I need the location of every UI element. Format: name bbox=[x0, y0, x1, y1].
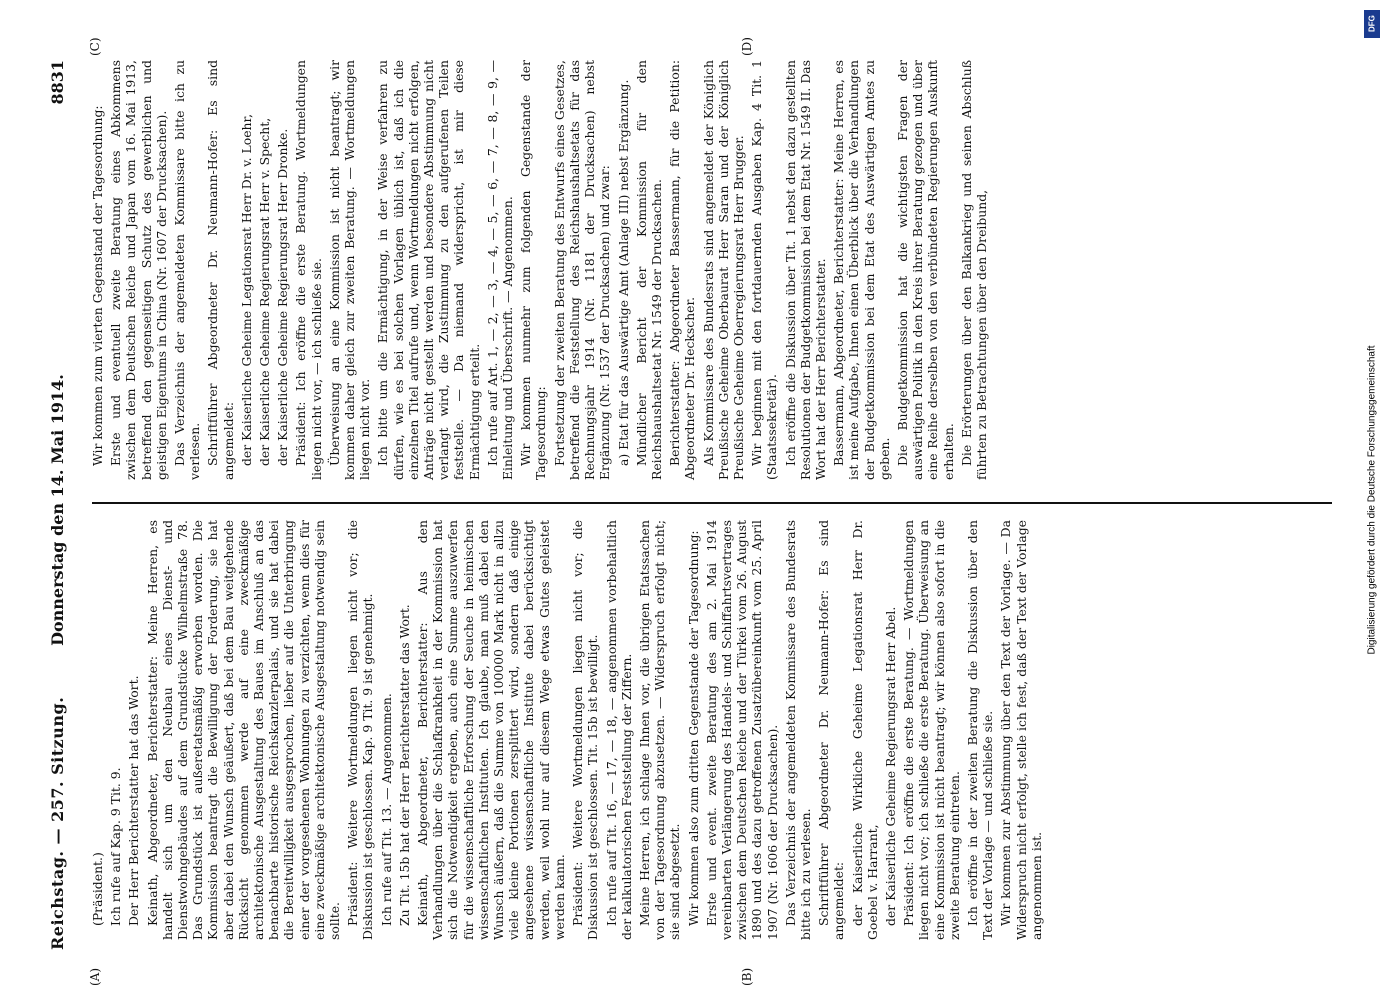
paragraph: Die Budgetkommission hat die wichtigsten Fragen der auswärtigen Politik in den Kreis ihrer Beratung gezogen und über eine Reihe derselben von den verbündeten Regierungen Auskunft erhalten. bbox=[894, 60, 956, 480]
column-divider bbox=[92, 502, 1332, 504]
paragraph: Das Verzeichnis der angemeldeten Kommissare des Bundesrats bitte ich zu verlesen. bbox=[782, 520, 813, 940]
left-column bbox=[90, 520, 1047, 940]
margin-marker-c: (C) bbox=[88, 37, 102, 56]
paragraph: Die Erörterungen über den Balkankrieg und seinen Abschluß führten zu Betrachtungen über den Dreibund, bbox=[958, 60, 989, 480]
paragraph: Meine Herren, ich schlage Ihnen vor, die übrigen Etatssachen von der Tagesordnung abzusetzen. — Widerspruch erfolgt nicht; sie sind abgesetzt. bbox=[636, 520, 683, 940]
paragraph: Wir kommen zum vierten Gegenstand der Tagesordnung: bbox=[90, 105, 105, 466]
paragraph: Keinath, Abgeordneter, Berichterstatter: Aus den Verhandlungen über die Schlafkrankheit in der Kommission hat sich die Notwendigkeit ergeben, auch eine Summe auszuwerfen für die wissenschaftliche Erforschung der Seuche in heimischen wissenschaftlichen Instituten. Ich glaube, man muß dabei den Wunsch äußern, daß die Summe von 100000 Mark nicht in allzu viele kleine Portionen zersplittert wird, sondern daß einige angesehene wissenschaftliche Institute dabei berücksichtigt werden, weil wohl nur auf diesem Wege etwas Gutes geleistet werden kann. bbox=[415, 520, 567, 940]
page-number: 8831 bbox=[48, 60, 67, 105]
right-column bbox=[90, 60, 992, 480]
paragraph: der Kaiserliche Geheime Regierungsrat Herr Abel. bbox=[882, 606, 898, 926]
paragraph: Präsident: Weitere Wortmeldungen liegen nicht vor; die Diskussion ist geschlossen. Tit. 15b ist bewilligt. bbox=[570, 520, 601, 940]
paragraph: Ich rufe auf Tit. 13. — Angenommen. bbox=[378, 693, 394, 926]
paragraph: Ich eröffne in der zweiten Beratung die Diskussion über den Text der Vorlage — und schließe sie. bbox=[964, 520, 996, 940]
paragraph: der Kaiserliche Geheime Legationsrat Herr Dr. v. Loehr, bbox=[238, 113, 254, 466]
margin-marker-b: (B) bbox=[740, 967, 754, 986]
paragraph: Wir kommen nunmehr zum folgenden Gegenstande der Tagesordnung: bbox=[518, 60, 549, 480]
paragraph: Ich rufe auf Art. 1, — 2, — 3, — 4, — 5, — 6, — 7, — 8, — 9, — Einleitung und Überschrift. — Angenommen. bbox=[484, 60, 516, 480]
page-header bbox=[44, 60, 84, 960]
paragraph: der Kaiserliche Geheime Regierungsrat Herr Dronke. bbox=[275, 128, 291, 466]
margin-marker-d: (D) bbox=[740, 37, 754, 56]
paragraph: Ich eröffne die Diskussion über Tit. 1 nebst den dazu gestellten Resolutionen der Budgetkommission bei dem Etat Nr. 1549 II. Das Wort hat der Herr Berichterstatter. bbox=[782, 60, 828, 480]
paragraph: Überweisung an eine Kommission ist nicht beantragt; wir kommen daher gleich zur zweiten Beratung. — Wortmeldungen liegen nicht vor. bbox=[326, 60, 373, 480]
paragraph: Ich rufe auf Kap. 9 Tit. 9. bbox=[108, 767, 124, 926]
paragraph: Als Kommissare des Bundesrats sind angemeldet der Königlich Preußische Geheime Oberbaurat Herr Saran und der Königlich Preußische Geheime Oberregierungsrat Herr Brugger. bbox=[700, 60, 746, 480]
paragraph: der Kaiserliche Geheime Regierungsrat Herr v. Specht, bbox=[257, 117, 273, 466]
digitization-credit: Digitalisierung gefördert durch die Deutsche Forschungsgemeinschaft bbox=[1366, 345, 1378, 655]
header-date: Donnerstag den 14. Mai 1914. bbox=[48, 374, 67, 646]
paragraph: der Kaiserliche Wirkliche Geheime Legationsrat Herr Dr. Goebel v. Harrant, bbox=[849, 520, 880, 940]
paragraph: Fortsetzung der zweiten Beratung des Entwurfs eines Gesetzes, betreffend die Feststellung des Reichshaushaltsetats für das Rechnungsjahr 1914 (Nr. 1181 der Drucksachen) nebst Ergänzung (Nr. 1537 der Drucksachen) und zwar: bbox=[551, 60, 613, 480]
paragraph: Zu Tit. 15b hat der Herr Berichterstatter das Wort. bbox=[396, 604, 412, 926]
paragraph: Wir beginnen mit den fortdauernden Ausgaben Kap. 4 Tit. 1 (Staatssekretär). bbox=[749, 60, 780, 480]
paragraph: Ich rufe auf Tit. 16, — 17, — 18, — angenommen vorbehaltlich der kalkulatorischen Feststellung der Ziffern. bbox=[603, 520, 634, 940]
paragraph: Bassermann, Abgeordneter, Berichterstatter: Meine Herren, es ist meine Aufgabe, Ihnen einen Überblick über die Verhandlungen der Budgetkommission bei dem Etat des Auswärtigen Amtes zu geben. bbox=[831, 60, 892, 480]
paragraph: Erste und event. zweite Beratung des am 2. Mai 1914 vereinbarten Verlängerung des Handels- und Schiffahrtsvertrages zwischen dem Deutschen Reiche und der Türkei vom 26. August 1890 und des dazu getroffenen Zusatzübereinkunft vom 25. April 1907 (Nr. 1606 der Drucksachen). bbox=[703, 520, 780, 940]
paragraph: Das Verzeichnis der angemeldeten Kommissare bitte ich zu verlesen. bbox=[172, 60, 203, 480]
paragraph: Präsident: Ich eröffne die erste Beratung. Wortmeldungen liegen nicht vor, — ich schließe sie. bbox=[293, 60, 324, 480]
paragraph: Keinath, Abgeordneter, Berichterstatter: Meine Herren, es handelt sich um den Neubau eines Dienst- und Dienstwohngebäudes auf dem Grundstücke Wilhelmstraße 78. Das Grundstück ist außeretatsmäßig erworben worden. Die Kommission beantragt die Bewilligung der Forderung, sie hat aber dabei den Wunsch geäußert, daß bei dem Bau weitgehende Rücksicht genommen werde auf eine zweckmäßige architektonische Ausgestaltung des Baues im Anschluß an das benachbarte historische Reichskanzlerpalais, und sie hat dabei die Bereitwilligkeit ausgesprochen, lieber auf die Unterbringung einer der vorgesehenen Wohnungen zu verzichten, wenn dies für eine zweckmäßige architektonische Ausgestaltung notwendig sein sollte. bbox=[144, 520, 343, 940]
paragraph: Wir kommen also zum dritten Gegenstande der Tagesordnung: bbox=[685, 530, 701, 926]
paragraph: Schriftführer Abgeordneter Dr. Neumann-Hofer: Es sind angemeldet: bbox=[816, 520, 847, 940]
paragraph: (Präsident.) bbox=[90, 852, 105, 926]
header-left: Reichstag. — 257. Sitzung. bbox=[48, 696, 67, 950]
dfg-logo: DFG bbox=[1364, 10, 1380, 38]
paragraph: Erste und eventuell zweite Beratung eines Abkommens zwischen dem Deutschen Reiche und Japan vom 16. Mai 1913, betreffend den gegenseitigen Schutz des gewerblichen und geistigen Eigentums in China (Nr. 1607 der Drucksachen). bbox=[108, 60, 169, 480]
paragraph: Mündlicher Bericht der Kommission für den Reichshaushaltsetat Nr. 1549 der Drucksachen. bbox=[633, 60, 664, 480]
paragraph: Wir kommen zur Abstimmung über den Text der Vorlage. — Da Widerspruch nicht erfolgt, stelle ich fest, daß der Text der Vorlage angenommen ist. bbox=[998, 520, 1044, 940]
paragraph: Der Herr Berichterstatter hat das Wort. bbox=[126, 675, 142, 926]
paragraph: Präsident: Ich eröffne die erste Beratung. — Wortmeldungen liegen nicht vor; ich schließe die erste Beratung. Überweisung an eine Kommission ist nicht beantragt; wir können also sofort in die zweite Beratung eintreten. bbox=[901, 520, 962, 940]
paragraph: Ich bitte um die Ermächtigung, in der Weise verfahren zu dürfen, wie es bei solchen Vorlagen üblich ist, daß ich die einzelnen Titel aufrufe und, wenn Wortmeldungen nicht erfolgen, Anträge nicht gestellt werden und besondere Abstimmung nicht verlangt wird, die Zustimmung zu den aufgerufenen Teilen feststelle. — Da niemand widerspricht, ist mir diese Ermächtigung erteilt. bbox=[375, 60, 482, 480]
paragraph: a) Etat für das Auswärtige Amt (Anlage III) nebst Ergänzung. bbox=[615, 79, 631, 466]
paragraph: Präsident: Weitere Wortmeldungen liegen nicht vor; die Diskussion ist geschlossen. Kap. 9 Tit. 9 ist genehmigt. bbox=[345, 520, 376, 940]
margin-marker-a: (A) bbox=[88, 967, 102, 986]
paragraph: Schriftführer Abgeordneter Dr. Neumann-Hofer: Es sind angemeldet: bbox=[205, 60, 236, 480]
paragraph: Berichterstatter: Abgeordneter Bassermann, für die Petition: Abgeordneter Dr. Heckscher. bbox=[667, 60, 698, 480]
